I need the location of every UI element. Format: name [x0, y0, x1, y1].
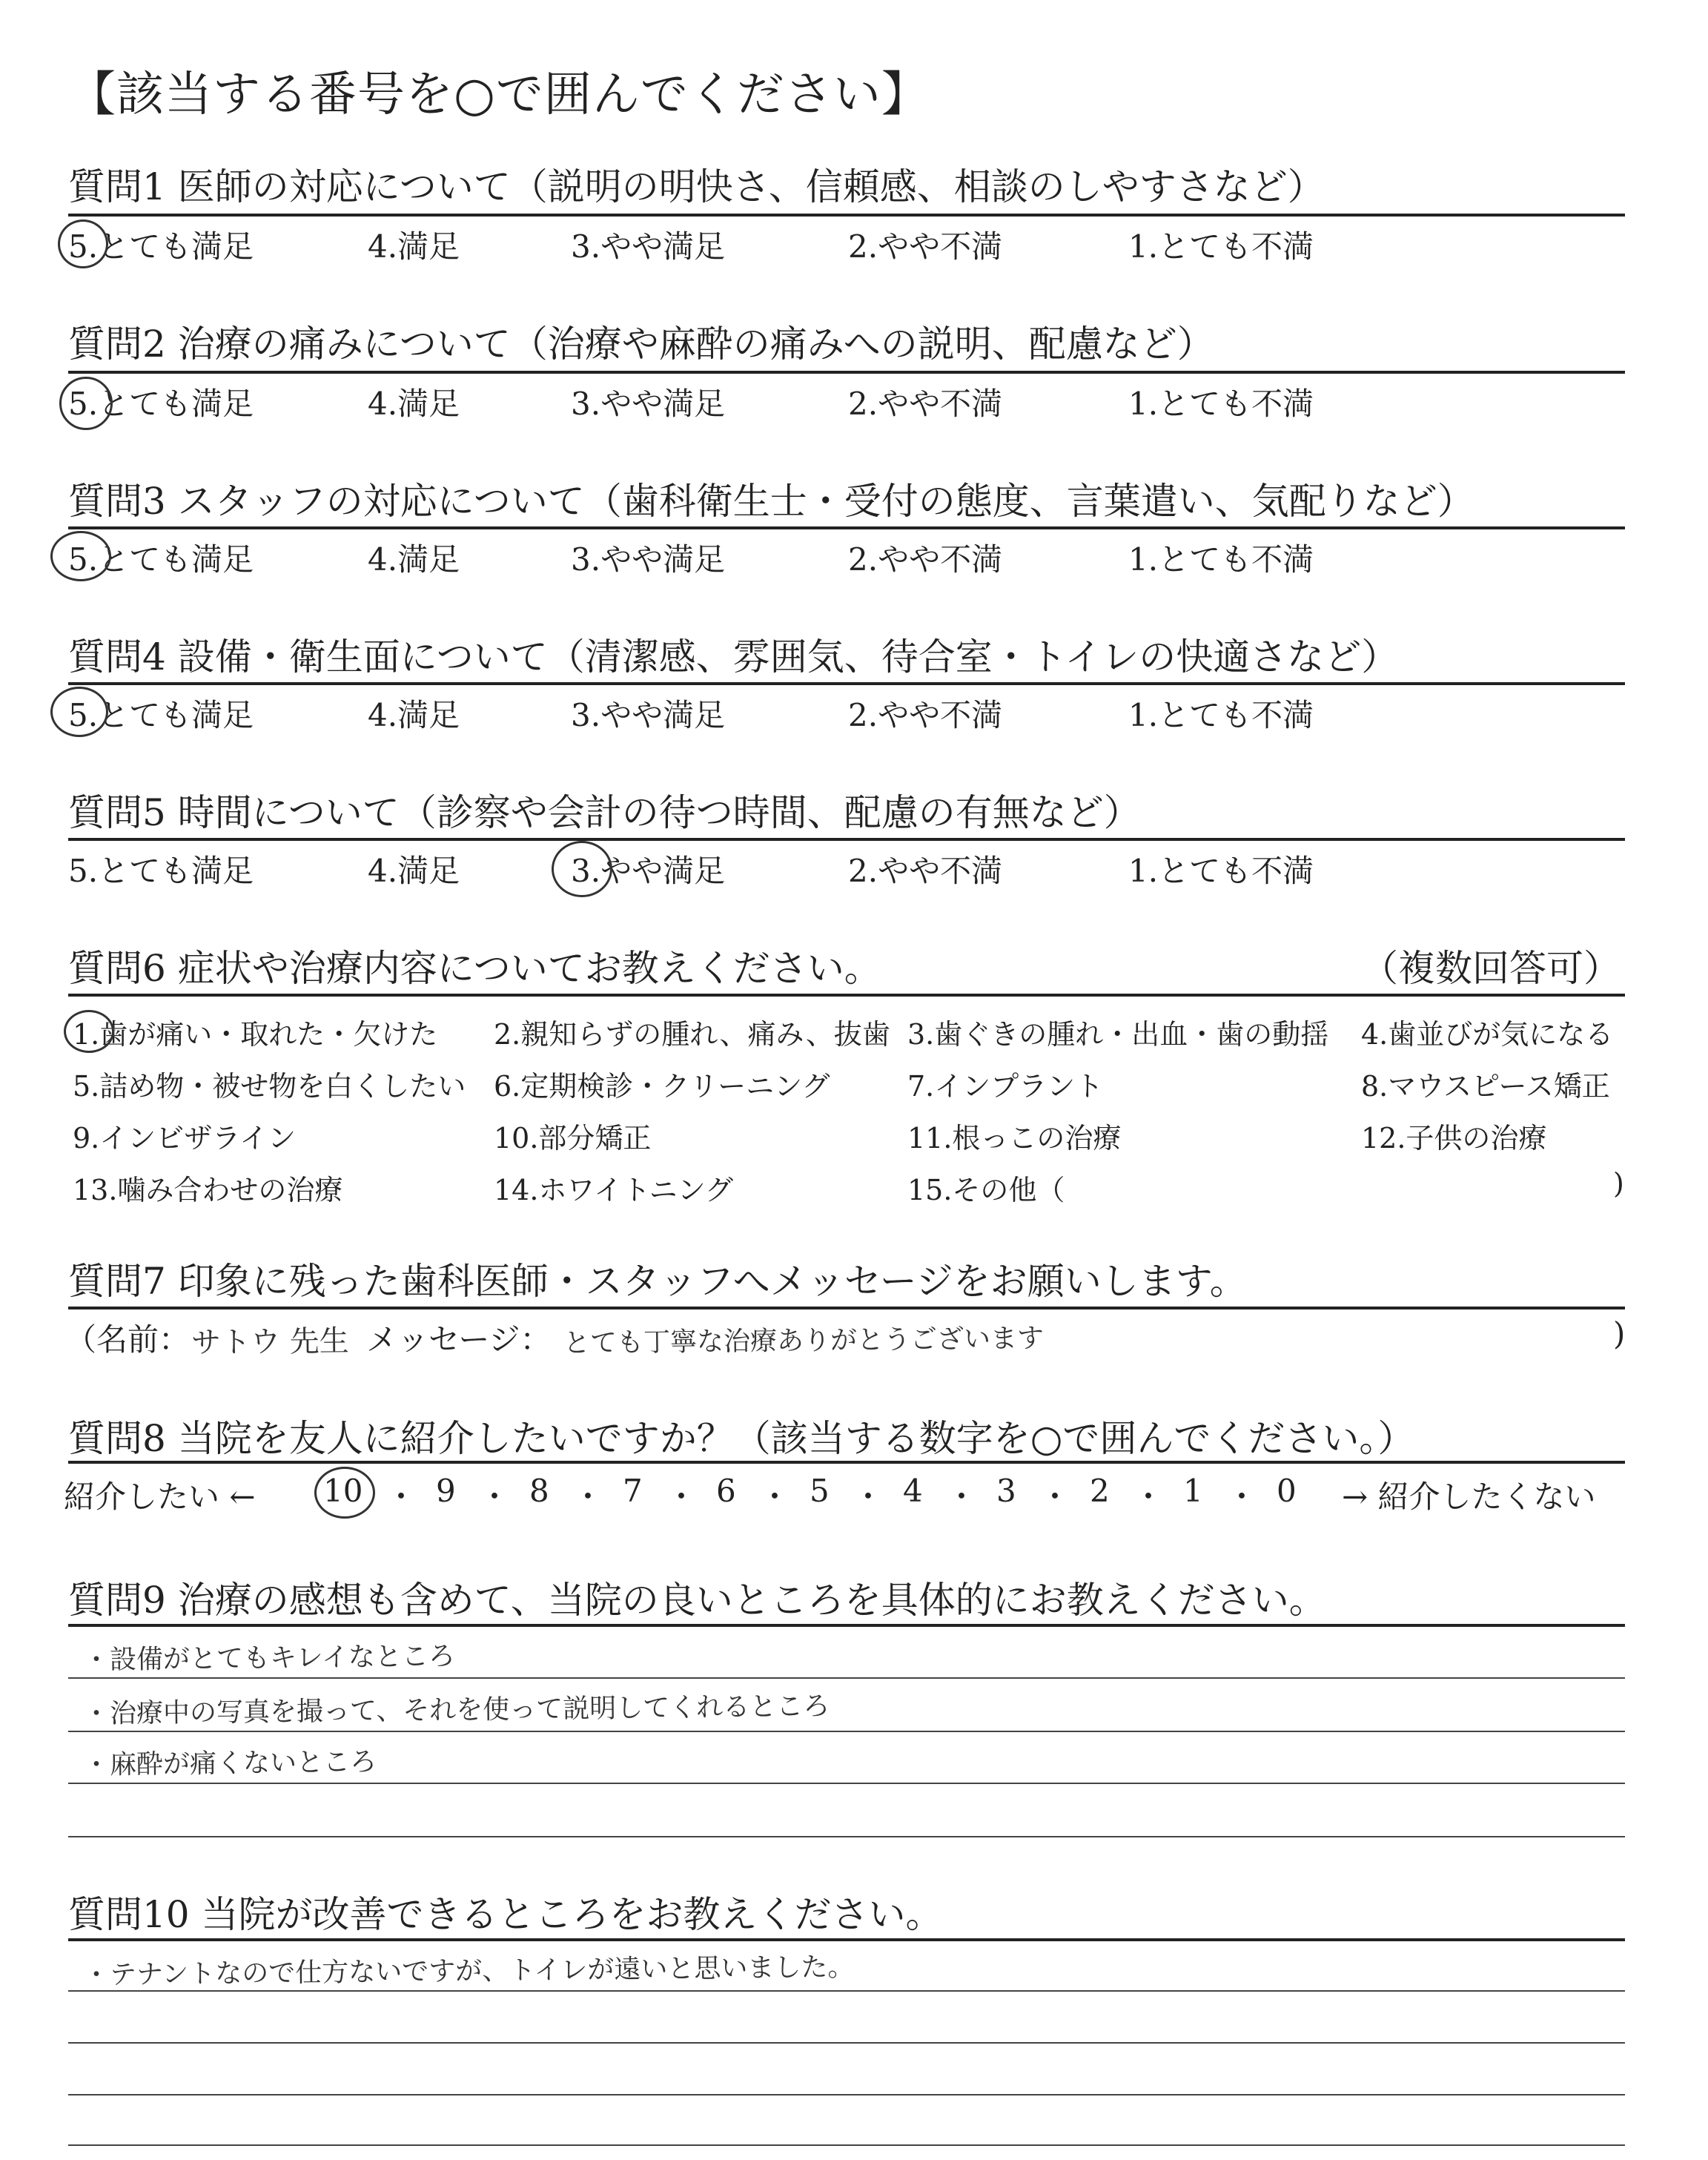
q3-opt-4[interactable]: 4.満足 [368, 541, 460, 578]
q4-opt-5[interactable]: 5.とても満足 [68, 697, 254, 733]
q2-rule [68, 371, 1625, 374]
q5-title: 質問5 時間について（診察や会計の待つ時間、配慮の有無など） [68, 791, 1141, 834]
q2-opt-1[interactable]: 1.とても不満 [1128, 386, 1314, 422]
q8-left-label: 紹介したい ← [64, 1479, 256, 1515]
q5-opt-4[interactable]: 4.満足 [368, 853, 460, 889]
q2-selected-circle [59, 377, 113, 430]
q8-selected-circle [314, 1467, 375, 1519]
form-header: 【該当する番号を○で囲んでください】 [68, 67, 930, 122]
q8-right-label: → 紹介したくない [1342, 1479, 1596, 1515]
q4-opt-2[interactable]: 2.やや不満 [848, 697, 1003, 733]
q3-opt-5[interactable]: 5.とても満足 [68, 541, 254, 578]
q6-item-14[interactable]: 14.ホワイトニング [494, 1174, 734, 1206]
q8-title: 質問8 当院を友人に紹介したいですか？（該当する数字を○で囲んでください。） [68, 1417, 1415, 1460]
q1-title: 質問1 医師の対応について（説明の明快さ、信頼感、相談のしやすさなど） [68, 165, 1325, 208]
q7-message-value[interactable]: とても丁寧な治療ありがとうございます [563, 1323, 1045, 1359]
q8-scale-8[interactable]: 8 [529, 1473, 549, 1509]
q6-item-7[interactable]: 7.インプラント [907, 1070, 1104, 1103]
q8-sep: ・ [1133, 1479, 1165, 1515]
q10-rule [68, 1938, 1625, 1941]
q8-sep: ・ [385, 1479, 417, 1515]
q5-opt-3[interactable]: 3.やや満足 [571, 853, 726, 889]
q7-name-value[interactable]: サトウ 先生 [191, 1324, 349, 1361]
q3-selected-circle [50, 531, 111, 581]
q10-line [68, 2144, 1625, 2146]
q10-line [68, 1990, 1625, 1992]
q4-rule [68, 682, 1625, 685]
q4-opt-1[interactable]: 1.とても不満 [1128, 697, 1314, 733]
q6-item-8[interactable]: 8.マウスピース矯正 [1361, 1070, 1610, 1103]
q8-scale-2[interactable]: 2 [1090, 1473, 1110, 1509]
q9-answer-1[interactable]: ・設備がとてもキレイなところ [82, 1641, 456, 1676]
q10-line [68, 2094, 1625, 2095]
q8-scale-7[interactable]: 7 [623, 1473, 643, 1509]
q6-item-9[interactable]: 9.インビザライン [73, 1122, 297, 1155]
q2-opt-2[interactable]: 2.やや不満 [848, 386, 1003, 422]
q8-sep: ・ [572, 1479, 604, 1515]
q1-opt-1[interactable]: 1.とても不満 [1128, 228, 1314, 265]
q6-rule [68, 994, 1625, 997]
q6-item-2[interactable]: 2.親知らずの腫れ、痛み、抜歯 [494, 1018, 890, 1051]
q9-line [68, 1836, 1625, 1837]
q6-item-3[interactable]: 3.歯ぐきの腫れ・出血・歯の動揺 [907, 1018, 1329, 1051]
q1-selected-circle [58, 219, 108, 268]
q8-sep: ・ [479, 1479, 511, 1515]
q9-line [68, 1783, 1625, 1784]
q2-opt-4[interactable]: 4.満足 [368, 386, 460, 422]
q3-title: 質問3 スタッフの対応について（歯科衛生士・受付の態度、言葉遣い、気配りなど） [68, 480, 1474, 523]
q8-scale-6[interactable]: 6 [716, 1473, 736, 1509]
q6-selected-circle [64, 1010, 114, 1053]
q6-item-10[interactable]: 10.部分矯正 [494, 1122, 652, 1155]
q6-title: 質問6 症状や治療内容についてお教えください。 [68, 947, 881, 990]
q8-scale-9[interactable]: 9 [436, 1473, 456, 1509]
q5-selected-circle [552, 841, 612, 897]
q9-answer-3[interactable]: ・麻酔が痛くないところ [82, 1746, 377, 1781]
q8-sep: ・ [1226, 1479, 1258, 1515]
q8-rule [68, 1461, 1625, 1464]
q3-opt-1[interactable]: 1.とても不満 [1128, 541, 1314, 578]
q10-line [68, 2042, 1625, 2044]
q10-title: 質問10 当院が改善できるところをお教えください。 [68, 1893, 943, 1936]
q6-item-5[interactable]: 5.詰め物・被せ物を白くしたい [73, 1070, 466, 1103]
q7-name-label: （名前： [65, 1321, 191, 1358]
q8-sep: ・ [759, 1479, 791, 1515]
q1-opt-2[interactable]: 2.やや不満 [848, 228, 1003, 265]
q6-item-1[interactable]: 1.歯が痛い・取れた・欠けた [73, 1018, 438, 1051]
q9-answer-2[interactable]: ・治療中の写真を撮って、それを使って説明してくれるところ [82, 1691, 830, 1730]
q8-scale-3[interactable]: 3 [996, 1473, 1016, 1509]
q3-opt-2[interactable]: 2.やや不満 [848, 541, 1003, 578]
q8-scale-10[interactable]: 10 [323, 1473, 363, 1509]
q3-opt-3[interactable]: 3.やや満足 [571, 541, 726, 578]
q7-title: 質問7 印象に残った歯科医師・スタッフへメッセージをお願いします。 [68, 1260, 1247, 1303]
q8-sep: ・ [946, 1479, 978, 1515]
q9-rule [68, 1624, 1625, 1627]
q6-item-11[interactable]: 11.根っこの治療 [907, 1122, 1122, 1155]
q5-opt-2[interactable]: 2.やや不満 [848, 853, 1003, 889]
q5-opt-5[interactable]: 5.とても満足 [68, 853, 254, 889]
q6-note: （複数回答可） [1361, 947, 1621, 990]
q2-opt-3[interactable]: 3.やや満足 [571, 386, 726, 422]
q9-line [68, 1677, 1625, 1679]
q8-sep: ・ [666, 1479, 698, 1515]
q1-opt-5[interactable]: 5.とても満足 [68, 228, 254, 265]
q6-item-6[interactable]: 6.定期検診・クリーニング [494, 1070, 830, 1103]
q4-opt-3[interactable]: 3.やや満足 [571, 697, 726, 733]
q2-title: 質問2 治療の痛みについて（治療や麻酔の痛みへの説明、配慮など） [68, 323, 1214, 366]
q1-opt-3[interactable]: 3.やや満足 [571, 228, 726, 265]
q8-scale-5[interactable]: 5 [810, 1473, 830, 1509]
q4-selected-circle [50, 687, 108, 737]
q9-line [68, 1731, 1625, 1732]
q6-item-15-close: ) [1613, 1167, 1624, 1200]
q3-rule [68, 526, 1625, 529]
q6-item-15[interactable]: 15.その他（ [907, 1174, 1065, 1206]
q10-answer-1[interactable]: ・テナントなので仕方ないですが、トイレが遠いと思いました。 [82, 1952, 855, 1991]
q4-title: 質問4 設備・衛生面について（清潔感、雰囲気、待合室・トイレの快適さなど） [68, 635, 1399, 678]
q7-rule [68, 1307, 1625, 1309]
q8-scale-1[interactable]: 1 [1183, 1473, 1203, 1509]
q5-rule [68, 838, 1625, 841]
q7-message-label: メッセージ： [366, 1321, 552, 1358]
q8-sep: ・ [1039, 1479, 1071, 1515]
q9-title: 質問9 治療の感想も含めて、当院の良いところを具体的にお教えください。 [68, 1579, 1326, 1622]
q7-close: ) [1613, 1315, 1626, 1352]
q6-item-13[interactable]: 13.噛み合わせの治療 [73, 1174, 343, 1206]
q1-rule [68, 214, 1625, 217]
q8-scale-4[interactable]: 4 [903, 1473, 923, 1509]
q2-opt-5[interactable]: 5.とても満足 [68, 386, 254, 422]
q8-sep: ・ [853, 1479, 884, 1515]
q5-opt-1[interactable]: 1.とても不満 [1128, 853, 1314, 889]
q6-item-4[interactable]: 4.歯並びが気になる [1361, 1018, 1614, 1051]
q4-opt-4[interactable]: 4.満足 [368, 697, 460, 733]
q8-scale-0[interactable]: 0 [1277, 1473, 1297, 1509]
q6-item-12[interactable]: 12.子供の治療 [1361, 1122, 1547, 1155]
q1-opt-4[interactable]: 4.満足 [368, 228, 460, 265]
